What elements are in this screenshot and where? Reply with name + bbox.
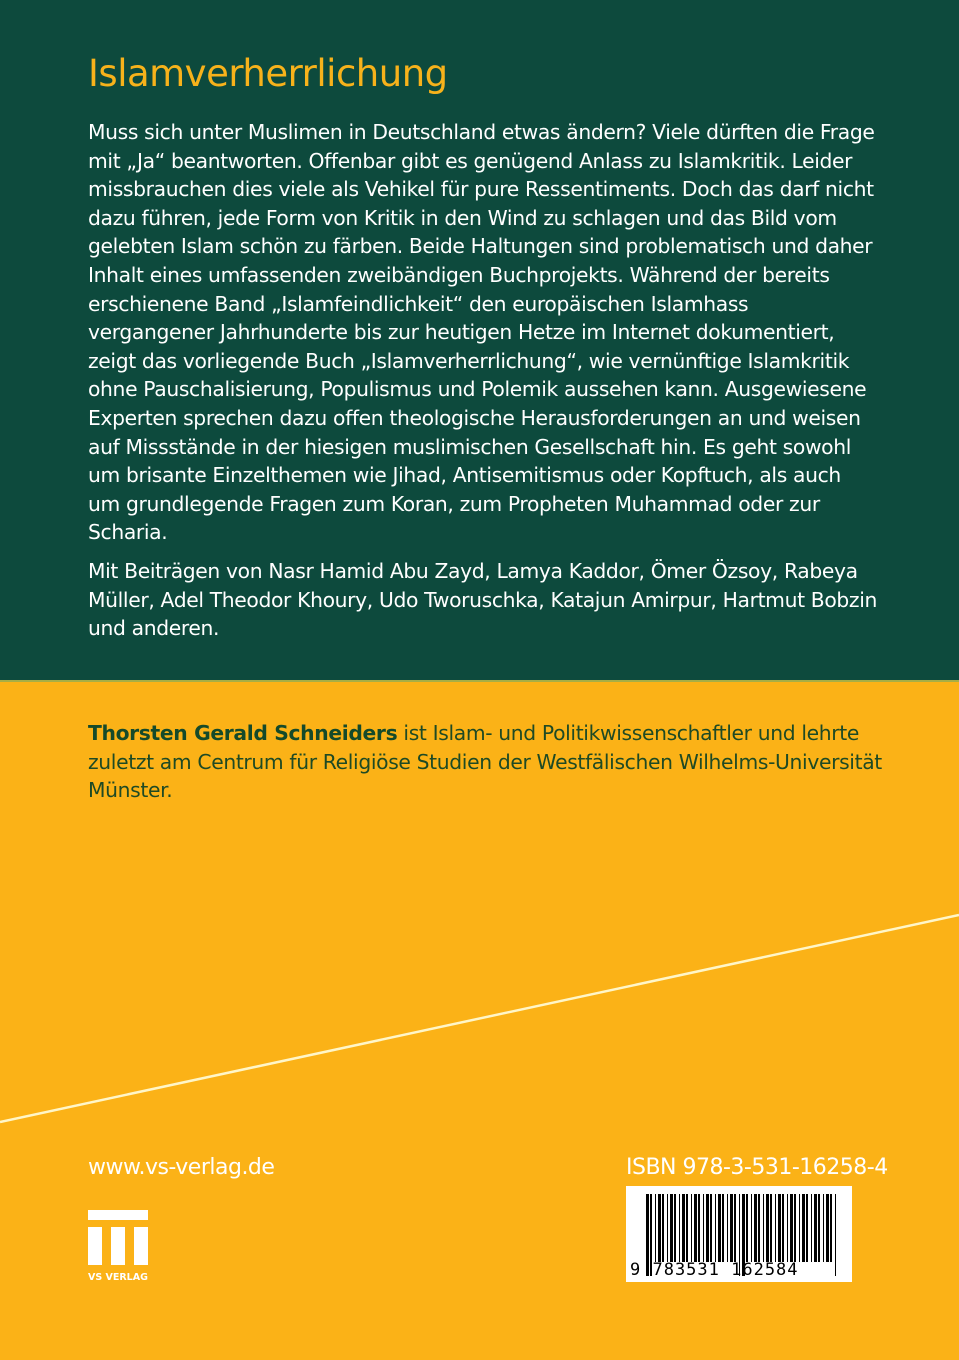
barcode-bar [670, 1194, 673, 1262]
barcode-bar [766, 1194, 769, 1262]
barcode-bar [751, 1194, 752, 1262]
author-bio-text: ist Islam- und Politikwissenschaftler und lehrte zuletzt am Centrum für Religiöse Studien der Westfälischen Wilhelms-Universität Münster. [88, 721, 882, 803]
svg-text:VS VERLAG: VS VERLAG [88, 1272, 148, 1283]
barcode-bar [706, 1194, 709, 1262]
barcode-bar [802, 1194, 805, 1262]
barcode-bar [778, 1194, 781, 1262]
barcode-bar [674, 1194, 676, 1262]
barcode-bar [787, 1194, 788, 1262]
barcode-bar [722, 1194, 724, 1262]
barcode-bar [775, 1194, 776, 1262]
author-name: Thorsten Gerald Schneiders [88, 721, 398, 745]
barcode-bar [794, 1194, 796, 1262]
book-title: Islamverherrlichung [88, 52, 448, 95]
barcode-bar [746, 1194, 748, 1262]
barcode-bar [694, 1194, 697, 1262]
barcode-bar [715, 1194, 716, 1262]
barcode-bar [730, 1194, 733, 1262]
barcode-bar [823, 1194, 824, 1262]
barcode-bar [799, 1194, 800, 1262]
publisher-url: www.vs-verlag.de [88, 1155, 275, 1180]
barcode-bar [727, 1194, 728, 1262]
barcode-bar [806, 1194, 808, 1262]
barcode-bar [686, 1194, 688, 1262]
barcode-bar [758, 1194, 760, 1262]
isbn: ISBN 978-3-531-16258-4 [626, 1155, 888, 1180]
barcode-bar [835, 1194, 836, 1276]
barcode-bar [763, 1194, 764, 1262]
barcode-bar [734, 1194, 736, 1262]
barcode-bar [682, 1194, 685, 1262]
barcode-bar [703, 1194, 704, 1262]
barcode-bar [790, 1194, 793, 1262]
barcode-bar [814, 1194, 817, 1262]
barcode-bar [830, 1194, 832, 1262]
barcode-bar [691, 1194, 692, 1262]
barcode-bar [667, 1194, 668, 1262]
barcode-bar [655, 1194, 656, 1262]
barcode-bar [662, 1194, 664, 1262]
barcode-bar [718, 1194, 721, 1262]
barcode-bar [698, 1194, 700, 1262]
barcode-bar [658, 1194, 661, 1262]
barcode-bar [818, 1194, 820, 1262]
barcode-digits: 9 783531 162584 [630, 1260, 799, 1280]
barcode-bar [754, 1194, 757, 1262]
barcode [626, 1186, 852, 1282]
barcode-bar [826, 1194, 829, 1262]
vs-verlag-logo [88, 1210, 148, 1285]
barcode-bar [770, 1194, 772, 1262]
contributors-paragraph: Mit Beiträgen von Nasr Hamid Abu Zayd, Lamya Kaddor, Ömer Özsoy, Rabeya Müller, Adel Theodor Khoury, Udo Tworuschka, Katajun Amirpur, Hartmut Bobzin und anderen. [88, 558, 878, 641]
barcode-bar [679, 1194, 680, 1262]
barcode-bar [811, 1194, 812, 1262]
blurb-paragraph: Muss sich unter Muslimen in Deutschland etwas ändern? Viele dürften die Frage mit „Ja“ beantworten. Offenbar gibt es genügend Anlass zu Islamkritik. Leider missbrauchen dies viele als Vehikel für pure Ressentiments. Doch das darf nicht dazu führen, jede Form von Kritik in den Wind zu schlagen und das Bild vom gelebten Islam schön zu färben. Beide Haltungen sind problematisch und daher Inhalt eines umfassenden zweibändigen Buchprojekts. Während der bereits erschienene Band „Islamfeindlichkeit“ den europäischen Islamhass vergangener Jahrhunderte bis zur heutigen Hetze im Internet dokumentiert, zeigt das vorliegende Buch „Islamverherrlichung“, wie vernünftige Islamkritik ohne Pauschalisierung, Populismus und Polemik aussehen kann. Ausgewiesene Experten sprechen dazu offen theologische Herausforderungen an und weisen auf Missstände in der hiesigen muslimischen Gesellschaft hin. Es geht sowohl um brisante Einzelthemen wie Jihad, Antisemitismus oder Kopftuch, als auch um grundlegende Fragen zum Koran, zum Propheten Muhammad oder zur Scharia. [88, 120, 875, 545]
barcode-bar [782, 1194, 784, 1262]
barcode-bar [710, 1194, 712, 1262]
